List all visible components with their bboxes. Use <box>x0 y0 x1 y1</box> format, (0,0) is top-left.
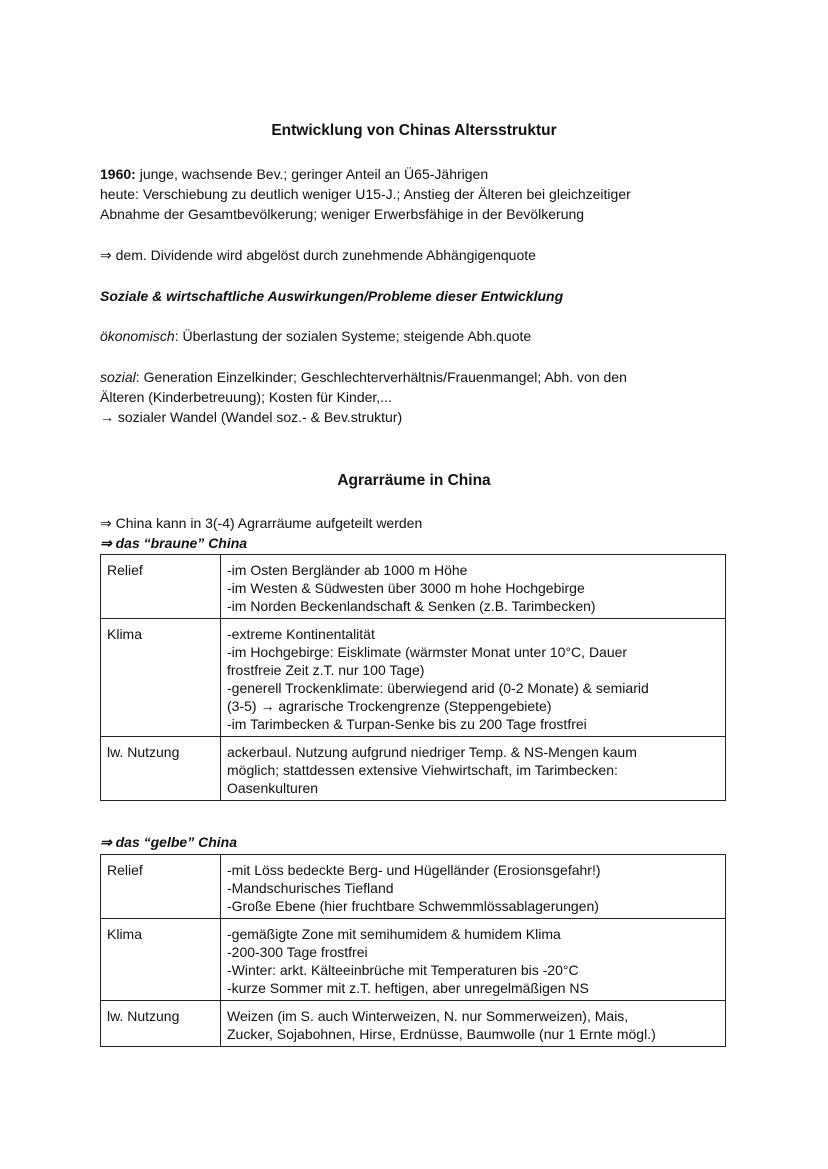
subheading-auswirkungen: Soziale & wirtschaftliche Auswirkungen/Probleme dieser Entwicklung <box>100 288 564 304</box>
row-content-nutzung <box>221 1001 726 1047</box>
cell-line: -im Tarimbecken & Turpan-Senke bis zu 200 Tage frostfrei <box>227 716 587 732</box>
heading-braunes-china: ⇒ das “braune” China <box>100 535 248 551</box>
row-content-nutzung <box>221 737 726 801</box>
cell-line: -extreme Kontinentalität <box>227 626 375 642</box>
cell-line: möglich; stattdessen extensive Viehwirtschaft, im Tarimbecken: <box>227 762 618 778</box>
paragraph-sozial-3: → sozialer Wandel (Wandel soz.- & Bev.struktur) <box>100 409 403 425</box>
row-label-klima: Klima <box>101 619 221 737</box>
row-content-klima <box>221 919 726 1001</box>
cell-line: -Winter: arkt. Kälteeinbrüche mit Temperaturen bis -20°C <box>227 962 579 978</box>
sozial-text: : Generation Einzelkinder; Geschlechterverhältnis/Frauenmangel; Abh. von den <box>135 369 627 385</box>
paragraph-sozial-2: Älteren (Kinderbetreuung); Kosten für Kinder,... <box>100 389 392 405</box>
cell-line: Oasenkulturen <box>227 780 319 796</box>
row-content-klima <box>221 619 726 737</box>
table-gelbes-china <box>100 854 726 1047</box>
cell-line: -im Hochgebirge: Eisklimate (wärmster Monat unter 10°C, Dauer <box>227 644 628 660</box>
row-label-nutzung: lw. Nutzung <box>101 1001 221 1047</box>
section-title-altersstruktur: Entwicklung von Chinas Altersstruktur <box>271 122 557 139</box>
row-content-relief <box>221 855 726 919</box>
intro-line: ⇒ China kann in 3(-4) Agrarräume aufgeteilt werden <box>100 515 423 531</box>
table-row <box>101 555 726 619</box>
year-text: junge, wachsende Bev.; geringer Anteil an Ü65-Jährigen <box>135 166 489 182</box>
cell-line: -Große Ebene (hier fruchtbare Schwemmlössablagerungen) <box>227 898 599 914</box>
paragraph-heute-2: Abnahme der Gesamtbevölkerung; weniger Erwerbsfähige in der Bevölkerung <box>100 206 585 222</box>
cell-line: Weizen (im S. auch Winterweizen, N. nur Sommerweizen), Mais, <box>227 1008 629 1024</box>
cell-line: frostfreie Zeit z.T. nur 100 Tage) <box>227 662 425 678</box>
heading-gelbes-china: ⇒ das “gelbe” China <box>100 834 237 850</box>
row-label-nutzung: lw. Nutzung <box>101 737 221 801</box>
table-row <box>101 855 726 919</box>
cell-line: -im Norden Beckenlandschaft & Senken (z.B. Tarimbecken) <box>227 598 596 614</box>
year-label: 1960: <box>100 166 136 182</box>
oekonomisch-label: ökonomisch <box>100 328 175 344</box>
cell-line: ackerbaul. Nutzung aufgrund niedriger Temp. & NS-Mengen kaum <box>227 744 637 760</box>
paragraph-1960 <box>100 166 488 182</box>
row-content-relief <box>221 555 726 619</box>
cell-line: -im Osten Bergländer ab 1000 m Höhe <box>227 562 468 578</box>
row-label-klima: Klima <box>101 919 221 1001</box>
table-braunes-china <box>100 554 726 801</box>
section-title-agrarraeume: Agrarräume in China <box>337 472 491 489</box>
cell-line: -Mandschurisches Tiefland <box>227 880 394 896</box>
table-row <box>101 619 726 737</box>
cell-line: -gemäßigte Zone mit semihumidem & humidem Klima <box>227 926 561 942</box>
row-label-relief: Relief <box>101 555 221 619</box>
oekonomisch-text: : Überlastung der sozialen Systeme; steigende Abh.quote <box>174 328 532 344</box>
cell-line: Zucker, Sojabohnen, Hirse, Erdnüsse, Baumwolle (nur 1 Ernte mögl.) <box>227 1026 656 1042</box>
table-row <box>101 737 726 801</box>
cell-line: -200-300 Tage frostfrei <box>227 944 368 960</box>
paragraph-oekonomisch <box>100 328 531 344</box>
paragraph-sozial-1 <box>100 369 627 385</box>
cell-line: -im Westen & Südwesten über 3000 m hohe Hochgebirge <box>227 580 585 596</box>
table-row <box>101 1001 726 1047</box>
table-row <box>101 919 726 1001</box>
paragraph-heute-1: heute: Verschiebung zu deutlich weniger U15-J.; Anstieg der Älteren bei gleichzeitiger <box>100 186 631 202</box>
cell-line: -mit Löss bedeckte Berg- und Hügelländer (Erosionsgefahr!) <box>227 862 601 878</box>
sozial-label: sozial <box>100 369 136 385</box>
cell-line: -kurze Sommer mit z.T. heftigen, aber unregelmäßigen NS <box>227 980 589 996</box>
cell-line: (3-5) → agrarische Trockengrenze (Steppengebiete) <box>227 698 552 714</box>
cell-line: -generell Trockenklimate: überwiegend arid (0-2 Monate) & semiarid <box>227 680 649 696</box>
conclusion-line: ⇒ dem. Dividende wird abgelöst durch zunehmende Abhängigenquote <box>100 247 536 263</box>
row-label-relief: Relief <box>101 855 221 919</box>
